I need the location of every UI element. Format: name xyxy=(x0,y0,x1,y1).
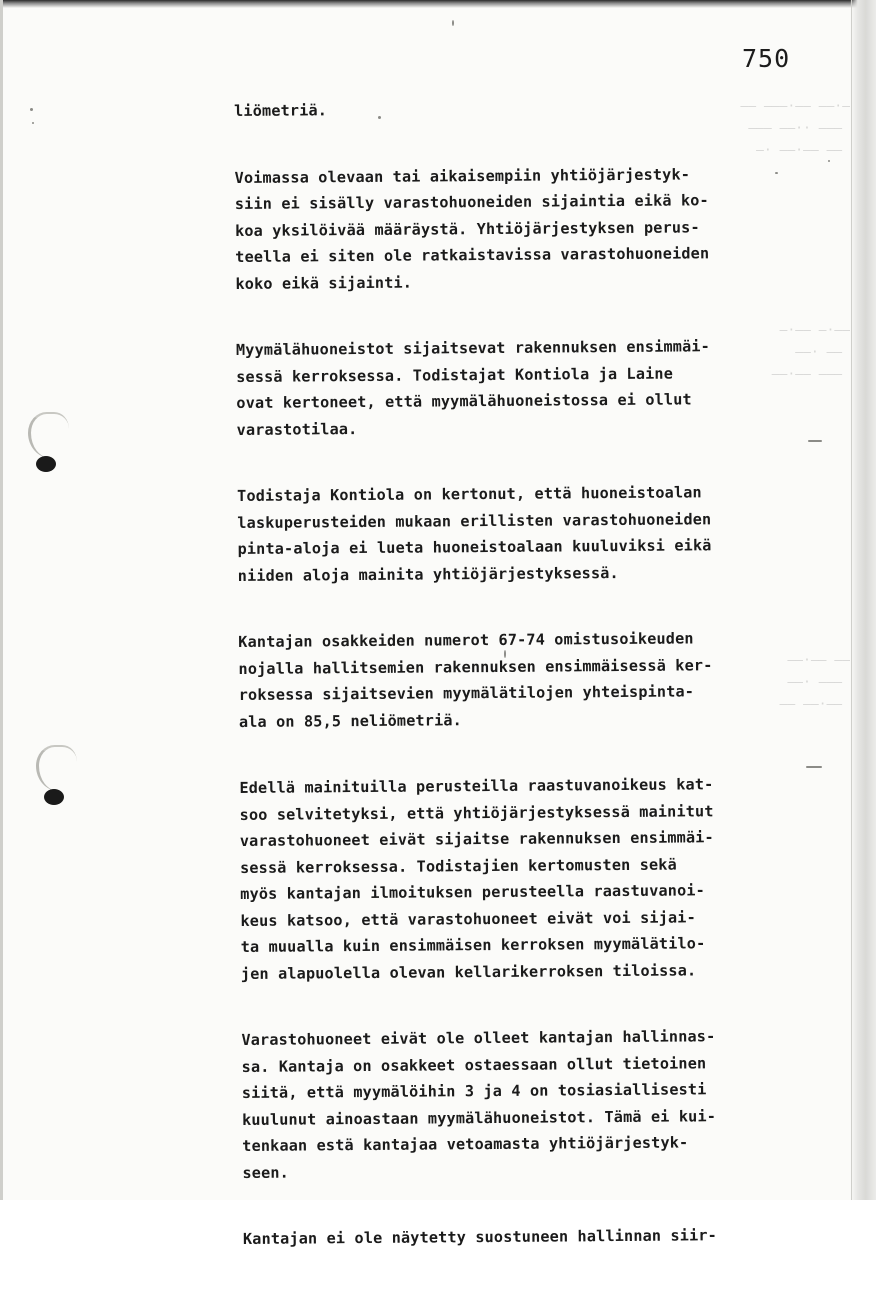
paragraph xyxy=(241,1023,802,1186)
text-line: teella ei siten ole ratkaistavissa varastohuoneiden xyxy=(235,244,710,266)
text-line: liömetriä. xyxy=(234,101,328,120)
text-line: ta muualla kuin ensimmäisen kerroksen myymälätilo- xyxy=(240,934,706,956)
paragraph xyxy=(243,1222,803,1253)
scan-edge-right-line xyxy=(851,0,852,1200)
scan-edge-left xyxy=(0,0,3,1200)
paragraph xyxy=(234,94,794,125)
text-line: Varastohuoneet eivät ole olleet kantajan hallinnas- xyxy=(241,1027,716,1049)
paragraph xyxy=(239,771,801,987)
text-line: niiden aloja mainita yhtiöjärjestyksessä. xyxy=(237,563,619,585)
page-number: 750 xyxy=(742,44,791,73)
paragraph xyxy=(238,625,799,735)
text-line: sessä kerroksessa. Todistajat Kontiola ja Laine xyxy=(236,364,674,386)
text-line: pinta-aloja ei lueta huoneistoalaan kuuluviksi eikä xyxy=(237,536,712,558)
document-body xyxy=(234,94,803,1292)
text-line: siitä, että myymälöihin 3 ja 4 on tosiasiallisesti xyxy=(241,1080,707,1102)
text-line: siin ei sisälly varastohuoneiden sijaintia eikä ko- xyxy=(234,191,709,213)
text-line: Kantajan osakkeiden numerot 67-74 omistusoikeuden xyxy=(238,629,694,651)
text-line: ovat kertoneet, että myymälähuoneistossa ei ollut xyxy=(236,390,692,412)
text-line: soo selvitetyksi, että yhtiöjärjestyksessä mainitut xyxy=(239,801,714,824)
text-line: koko eikä sijainti. xyxy=(235,273,413,293)
text-line: roksessa sijaitsevien myymälätilojen yhteispinta- xyxy=(238,682,695,704)
text-line: seen. xyxy=(242,1163,289,1182)
text-line: myös kantajan ilmoituksen perusteella raastuvanoi- xyxy=(240,881,705,903)
text-line: jen alapuolella olevan kellarikerroksen tiloissa. xyxy=(240,960,697,983)
text-line: Todistaja Kontiola on kertonut, että huoneistoalan xyxy=(237,483,702,505)
text-line: keus katsoo, että varastohuoneet eivät voi sijai- xyxy=(240,907,696,930)
paragraph xyxy=(237,479,798,589)
show-through-text: ——·— ——·— —— ·—— ——— ——·—— xyxy=(771,323,850,382)
text-line: Voimassa olevaan tai aikaisempiin yhtiöjärjestyk- xyxy=(234,164,691,187)
text-line: Edellä mainituilla perusteilla raastuvanoikeus kat- xyxy=(239,775,714,797)
scan-edge-top xyxy=(0,0,876,8)
paragraph xyxy=(235,160,796,297)
text-line: nojalla hallitsemien rakennuksen ensimmäisessä ker- xyxy=(238,655,713,678)
text-line: Myymälähuoneistot sijaitsevat rakennuksen ensimmäi- xyxy=(235,337,711,359)
text-line: sa. Kantaja on osakkeet ostaessaan ollut tietoinen xyxy=(241,1053,707,1076)
text-line: laskuperusteiden mukaan erillisten varastohuoneiden xyxy=(237,509,712,532)
text-line: varastohuoneet eivät sijaitse rakennuksen ensimmäi- xyxy=(239,828,714,850)
binding-hole-icon xyxy=(28,412,68,474)
paragraph xyxy=(236,333,797,443)
text-line: varastotilaa. xyxy=(236,419,358,439)
show-through-text: —·—— ——·——— —— ——— ··—— ——— —— ——·—— ·— xyxy=(740,99,850,158)
text-line: koa yksilöivää määräystä. Yhtiöjärjestyksen perus- xyxy=(234,217,700,240)
text-line: ala on 85,5 neliömetriä. xyxy=(238,710,463,731)
show-through-text: —— ——·—— ——— ·—— ——·—— —— xyxy=(779,653,850,712)
binding-hole-icon xyxy=(36,745,76,807)
text-line: sessä kerroksessa. Todistajien kertomusten sekä xyxy=(239,855,677,877)
text-line: tenkaan estä kantajaa vetoamasta yhtiöjärjestyk- xyxy=(242,1133,689,1155)
scan-edge-right xyxy=(850,0,876,1200)
text-line: Kantajan ei ole näytetty suostuneen hallinnan siir- xyxy=(242,1226,718,1248)
text-line: kuulunut ainoastaan myymälähuoneistot. Tämä ei kui- xyxy=(241,1106,717,1129)
